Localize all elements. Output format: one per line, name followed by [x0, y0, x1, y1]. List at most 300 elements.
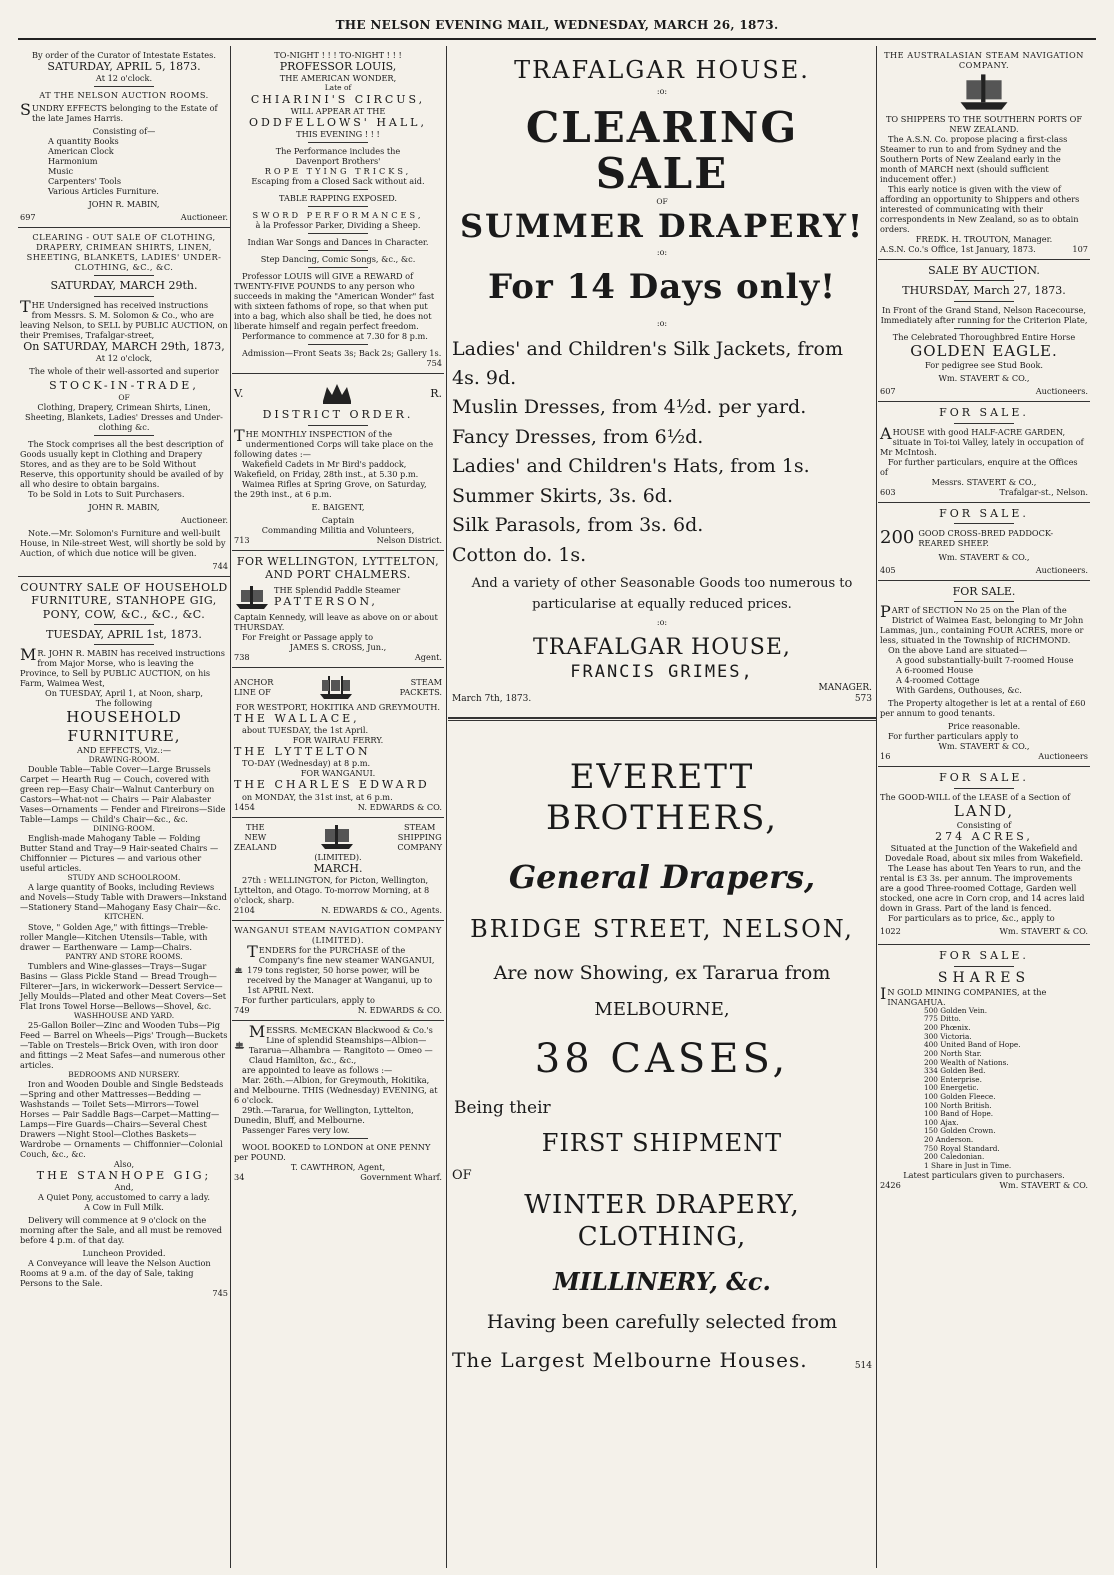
- ad-patterson-steamer: [232, 551, 444, 668]
- ad-body: Delivery will commence at 9 o'clock on the morning after the Sale, and all must be removed before 4 p.m. of that day.: [20, 1215, 223, 1246]
- ad-signature: TRAFALGAR HOUSE,: [533, 635, 791, 661]
- ad-professor-louis: [232, 46, 444, 374]
- ad-signature: E. BAIGENT,: [311, 501, 365, 512]
- section-heading: PANTRY AND STORE ROOMS.: [65, 951, 183, 961]
- ad-line: OF: [656, 197, 668, 207]
- ad-heading: TO SHIPPERS TO THE SOUTHERN PORTS OF NEW ZEALAND.: [885, 114, 1083, 134]
- ad-heading: LAND,: [953, 801, 1015, 820]
- ad-line: MELBOURNE,: [594, 999, 730, 1021]
- crown-icon: [319, 378, 355, 408]
- ad-body: Professor LOUIS will GIVE a REWARD of TWENTY-FIVE POUNDS to any person who succeeds in making the "American Wonder" fast with sixteen fathoms of rope, so that when put into a bag, which also shall be tied, he does not liberate himself and regain perfect freedom.: [234, 271, 435, 332]
- section-text: Stove, " Golden Age," with fittings—Treble-roller Mangle—Kitchen Utensils—Table, with drawer — Earthenware — Lamp—Chairs.: [20, 921, 208, 952]
- ad-for-sale-sheep: [878, 503, 1090, 581]
- list-item: A good substantially-built 7-roomed House: [896, 655, 1074, 666]
- ad-line: TABLE RAPPING EXPOSED.: [278, 193, 398, 204]
- list-item: 100 Ajax.: [924, 1117, 959, 1127]
- ad-for-sale-lease: [878, 767, 1090, 945]
- ad-line: à la Professor Parker, Dividing a Sheep.: [255, 220, 421, 231]
- ad-line: The whole of their well-assorted and superior: [29, 366, 219, 377]
- item-list: [880, 1007, 1088, 1171]
- ad-line: The following: [95, 698, 153, 709]
- ad-signature: Wm. STAVERT & CO.: [999, 926, 1088, 937]
- column-3: [448, 46, 876, 1568]
- ad-heading: FIRST SHIPMENT: [541, 1128, 783, 1157]
- ad-signature: T. CAWTHRON, Agent,: [290, 1162, 386, 1173]
- divider: [954, 301, 1014, 302]
- item-list: [880, 655, 1088, 695]
- ad-heading: General Drapers,: [508, 857, 816, 896]
- ad-heading: CLEARING SALE: [525, 103, 799, 199]
- ad-line: Step Dancing, Comic Songs, &c., &c.: [260, 254, 416, 265]
- ad-line: WOOL BOOKED to LONDON at ONE PENNY per POUND.: [234, 1142, 431, 1163]
- ad-title: WANGANUI STEAM NAVIGATION COMPANY (LIMITED).: [234, 925, 442, 946]
- ad-role: Agent.: [414, 651, 442, 662]
- ad-date: THURSDAY, March 27, 1873.: [902, 284, 1066, 298]
- ad-line: V.: [234, 386, 244, 400]
- steamship-icon: [954, 70, 1014, 114]
- ad-sale-by-auction: [878, 260, 1090, 402]
- ad-line: Captain: [321, 514, 355, 525]
- ad-line: OF: [452, 1168, 472, 1184]
- list-item: 100 Golden Fleece.: [924, 1091, 996, 1101]
- ad-number: 744: [212, 560, 228, 571]
- list-item: Various Articles Furniture.: [48, 186, 159, 197]
- ad-title: FOR WELLINGTON, LYTTELTON, AND PORT CHALMERS.: [236, 554, 440, 582]
- ad-line: A Quiet Pony, accustomed to carry a lady.: [38, 1192, 210, 1203]
- ad-role: Auctioneer.: [180, 514, 228, 525]
- ad-signature: JOHN R. MABIN,: [88, 501, 160, 512]
- ad-clearing-out-sale: [18, 228, 230, 576]
- ad-signature: N. EDWARDS & CO., Agents.: [321, 905, 442, 916]
- ad-line: FOR WANGANUI.: [300, 768, 376, 779]
- ad-title: EVERETT BROTHERS,: [545, 756, 779, 839]
- ad-body: Captain Kennedy, will leave as above on or about THURSDAY.: [234, 611, 438, 632]
- ad-signature: Wm. STAVERT & CO.: [999, 1180, 1088, 1191]
- ad-number: 745: [212, 1288, 228, 1299]
- ad-body: GOOD CROSS-BRED PADDOCK-REARED SHEEP.: [918, 527, 1054, 548]
- ad-line: By order of the Curator of Intestate Estates.: [32, 50, 216, 60]
- divider: [954, 788, 1014, 789]
- column-divider: [876, 46, 877, 1568]
- ad-line: Admission—Front Seats 3s; Back 2s; Gallery 1s.: [242, 348, 442, 359]
- section-text: English-made Mahogany Table — Folding Butter Stand and Tray—9 Hair-seated Chairs — Chiffonnier — Pictures — and various other useful articles.: [20, 833, 219, 874]
- ad-heading: PATTERSON,: [274, 594, 378, 608]
- ad-line: on MONDAY, the 31st inst, at 6 p.m.: [242, 791, 393, 802]
- ad-heading: ROPE TYING TRICKS,: [264, 166, 412, 177]
- ad-number: 754: [426, 358, 442, 369]
- ad-line: ANCHOR: [234, 676, 274, 687]
- ad-line: Situated at the Junction of the Wakefield and Dovedale Road, about six miles from Wakefield.: [885, 843, 1083, 864]
- section-heading: STUDY AND SCHOOLROOM.: [67, 873, 181, 883]
- ad-line: Immediately after running for the Criterion Plate,: [880, 314, 1088, 325]
- ad-body: The A.S.N. Co. propose placing a first-class Steamer to run to and from Sydney and the Southern Ports of New Zealand early in the month of MARCH next (should sufficient inducement offer.): [880, 134, 1068, 184]
- ad-intestate-estates: [18, 46, 230, 228]
- ad-line: To be Sold in Lots to Suit Purchasers.: [28, 488, 185, 499]
- ad-role: Auctioneer.: [180, 212, 228, 223]
- ad-line: FOR WAIRAU FERRY.: [292, 734, 384, 745]
- list-item: 500 Golden Vein.: [924, 1005, 988, 1015]
- ad-line: A Cow in Full Milk.: [84, 1202, 164, 1213]
- list-item: 100 North British.: [924, 1100, 992, 1110]
- ad-date: TUESDAY, APRIL 1st, 1873.: [46, 627, 202, 641]
- ad-line: For Freight or Passage apply to: [242, 631, 374, 642]
- ad-line: WILL APPEAR AT THE: [290, 105, 386, 116]
- section-heading: DRAWING-ROOM.: [88, 754, 160, 764]
- ad-line: On SATURDAY, MARCH 29th, 1873,: [23, 339, 225, 353]
- ad-number: 1022: [880, 926, 901, 937]
- divider: [308, 206, 368, 207]
- ad-mcmeckan-blackwood: [232, 1021, 444, 1187]
- ad-line: STEAM: [410, 676, 442, 687]
- ad-line: Latest particulars given to purchasers.: [903, 1170, 1065, 1181]
- ad-line: Being their: [454, 1098, 551, 1119]
- ad-number: 607: [880, 386, 896, 397]
- ad-body: THE MONTHLY INSPECTION of the undermentioned Corps will take place on the following dates :—: [234, 425, 434, 459]
- divider: [308, 189, 368, 190]
- ad-role: Auctioneers.: [1035, 564, 1088, 575]
- ad-line: And,: [114, 1182, 134, 1193]
- ad-number: 34: [234, 1172, 245, 1183]
- ad-number: 738: [234, 651, 250, 662]
- ad-number: 2104: [234, 905, 255, 916]
- ad-line: On TUESDAY, April 1, at Noon, sharp,: [45, 688, 203, 699]
- ad-line: On the above Land are situated—: [888, 645, 1028, 656]
- ad-signature: N. EDWARDS & CO.: [357, 1005, 442, 1016]
- divider: [954, 423, 1014, 424]
- ad-signature: JAMES S. CROSS, Jun.,: [289, 641, 387, 652]
- ad-line: TO-DAY (Wednesday) at 8 p.m.: [242, 758, 371, 769]
- divider: [94, 275, 154, 276]
- list-item: Harmonium: [48, 156, 98, 167]
- list-item: Cotton do. 1s.: [452, 543, 587, 566]
- list-item: 200 Wealth of Nations.: [924, 1057, 1009, 1067]
- ad-line: Luncheon Provided.: [82, 1248, 166, 1259]
- ad-signature: FRANCIS GRIMES,: [570, 662, 754, 683]
- ad-line: For further particulars apply to: [888, 731, 1019, 742]
- section-text: Double Table—Table Cover—Large Brussels Carpet — Hearth Rug — Couch, covered with green rep—Easy Chair—Walnut Canterbury on Castors—What-not — Chairs — Pair Alabaster Vases—Ornaments — Fender and Fireirons—Side Table—Lamps — Child's Chair—&c., &c.: [20, 764, 226, 825]
- divider: [954, 523, 1014, 524]
- ad-number: 749: [234, 1005, 250, 1016]
- ad-line: AND EFFECTS, Viz.:—: [76, 744, 172, 755]
- ad-line: For pedigree see Stud Book.: [924, 360, 1044, 371]
- ad-line: THE AMERICAN WONDER,: [279, 73, 397, 84]
- ad-line: Price reasonable.: [947, 721, 1021, 732]
- ad-line: AT THE NELSON AUCTION ROOMS.: [39, 90, 209, 101]
- list-item: Summer Skirts, 3s. 6d.: [452, 484, 674, 507]
- ad-line: Commanding Militia and Volunteers,: [261, 524, 415, 535]
- ad-number: 16: [880, 751, 891, 762]
- list-item: 200 Phœnix.: [924, 1023, 971, 1033]
- column-2: [232, 46, 444, 1568]
- list-item: 200 Caledonian.: [924, 1152, 985, 1162]
- ad-signature: N. EDWARDS & CO.: [357, 801, 442, 812]
- divider: [308, 344, 368, 345]
- ad-line: Escaping from a Closed Sack without aid.: [251, 176, 425, 187]
- ad-signature: Messrs. STAVERT & CO.,: [931, 476, 1037, 487]
- list-item: 1 Share in Just in Time.: [924, 1160, 1012, 1170]
- ad-number: 405: [880, 564, 896, 575]
- ad-line: NEW: [244, 831, 267, 842]
- ad-number: 697: [20, 212, 36, 223]
- ad-title: TRAFALGAR HOUSE.: [514, 56, 810, 84]
- ad-line: THE: [246, 821, 265, 832]
- ad-quantity: 200: [880, 526, 915, 548]
- ad-signature: Wm. STAVERT & CO.,: [938, 551, 1030, 562]
- list-item: A 4-roomed Cottage: [896, 675, 980, 686]
- ad-body: PART of SECTION No 25 on the Plan of the District of Waimea East, belonging to Mr John Lammas, jun., containing FOUR ACRES, more or less, situated in the Township of RICHMOND.: [880, 602, 1084, 646]
- ad-line: Wakefield Cadets in Mr Bird's paddock, Wakefield, on Friday, 28th inst., at 5.30 p.m.: [234, 458, 419, 479]
- divider: :o:: [656, 318, 668, 328]
- divider: [94, 624, 154, 625]
- ad-line: The Celebrated Thoroughbred Entire Horse: [892, 331, 1076, 342]
- ad-note: Note.—Mr. Solomon's Furniture and well-built House, in Nile-street West, will shortly be sold by Auction, of which due notice will be given.: [20, 527, 226, 558]
- list-item: Carpenters' Tools: [48, 176, 122, 187]
- ad-line: The GOOD-WILL of the LEASE of a Section of: [880, 791, 1071, 802]
- ad-line: THIS EVENING ! ! !: [296, 129, 380, 140]
- list-item: American Clock: [48, 146, 114, 157]
- list-item: 100 Band of Hope.: [924, 1109, 994, 1119]
- section-text: A large quantity of Books, including Reviews and Novels—Study Table with Drawers—Inkstand—Stationery Stand—Mahogany Easy Chair—&c.: [20, 882, 227, 913]
- ad-heading: The Largest Melbourne Houses.: [452, 1347, 808, 1372]
- divider: :o:: [656, 617, 668, 627]
- steamship-icon: [234, 955, 243, 985]
- ad-line: are appointed to leave as follows :—: [242, 1065, 393, 1076]
- column-divider: [230, 46, 231, 1568]
- ad-heading: THE WALLACE,: [234, 711, 360, 725]
- ad-title: THE AUSTRALASIAN STEAM NAVIGATION COMPANY.: [884, 50, 1084, 70]
- section-heading: KITCHEN.: [104, 912, 144, 922]
- list-item: 100 Energetic.: [924, 1083, 979, 1093]
- list-item: Ladies' and Children's Hats, from 1s.: [452, 455, 810, 478]
- ad-line: Also,: [113, 1158, 135, 1169]
- ad-signature: FREDK. H. TROUTON, Manager.: [915, 234, 1053, 244]
- ad-line: FOR WESTPORT, HOKITIKA AND GREYMOUTH.: [235, 701, 441, 712]
- ad-heading: MILLINERY, &c.: [553, 1267, 771, 1297]
- ad-country-sale: [18, 577, 230, 1304]
- ad-title: PROFESSOR LOUIS,: [279, 60, 397, 73]
- ad-date: SATURDAY, MARCH 29th.: [50, 279, 198, 293]
- ad-anchor-line: [232, 668, 444, 818]
- ad-heading: SUMMER DRAPERY!: [459, 206, 865, 245]
- ad-body: And a variety of other Seasonable Goods too numerous to particularise at equally reduced prices.: [471, 576, 853, 612]
- ad-line: LINE OF: [234, 686, 271, 697]
- ad-body: THE Splendid Paddle Steamer: [274, 584, 401, 595]
- ad-heading: THE CHARLES EDWARD: [234, 778, 430, 792]
- list-item: With Gardens, Outhouses, &c.: [896, 685, 1022, 696]
- ad-signature: Wm. STAVERT & CO.,: [938, 373, 1030, 384]
- list-item: 775 Ditto.: [924, 1014, 961, 1024]
- divider: [308, 1138, 368, 1139]
- ad-line: At 12 o'clock.: [95, 73, 153, 84]
- ad-for-sale-shares: [878, 945, 1090, 1195]
- ad-line: OF: [118, 392, 130, 402]
- list-item: Silk Parasols, from 3s. 6d.: [452, 514, 704, 537]
- ad-line: COMPANY: [397, 841, 442, 852]
- section-heading: BEDROOMS AND NURSERY.: [68, 1069, 180, 1079]
- ad-line: At 12 o'clock,: [95, 353, 153, 364]
- ad-everett-brothers: [448, 725, 876, 1380]
- list-item: Ladies' and Children's Silk Jackets, from 4s. 9d.: [452, 337, 843, 389]
- divider: [954, 601, 1014, 602]
- section-heading: DINING-ROOM.: [93, 824, 155, 834]
- divider: :o:: [656, 247, 668, 257]
- divider: [308, 142, 368, 143]
- ad-for-sale-land-richmond: [878, 581, 1090, 767]
- ad-heading: WINTER DRAPERY, CLOTHING,: [524, 1189, 800, 1252]
- column-divider: [446, 46, 447, 1568]
- ad-heading: THE STANHOPE GIG;: [36, 1168, 212, 1182]
- ad-line: Consisting of: [956, 819, 1012, 830]
- ad-body: The Lease has about Ten Years to run, and the rental is £3 3s. per annum. The improvements are a good Three-roomed Cottage, Garden well stocked, one acre in Corn crop, and 14 acres laid down in Grass. Part of the land is fenced.: [880, 863, 1085, 914]
- ad-line: Waimea Rifles at Spring Grove, on Saturday, the 29th inst., at 6 p.m.: [234, 478, 427, 499]
- ad-line: PACKETS.: [399, 686, 442, 697]
- list-item: 150 Golden Crown.: [924, 1126, 996, 1136]
- ad-body: The Property altogether is let at a rental of £60 per annum to good tenants.: [880, 698, 1086, 719]
- ad-role: MANAGER.: [818, 682, 872, 693]
- ad-australasian-steam: [878, 46, 1090, 260]
- ad-line: For further particulars, enquire at the Offices of: [880, 456, 1078, 477]
- ad-body: SUNDRY EFFECTS belonging to the Estate of the late James Harris.: [20, 100, 218, 124]
- ad-title: DISTRICT ORDER.: [262, 408, 414, 422]
- ad-line: A.S.N. Co.'s Office, 1st January, 1873.: [880, 244, 1036, 254]
- ad-signature: Wm. STAVERT & CO.,: [938, 741, 1030, 752]
- ad-line: The Performance includes the: [275, 146, 401, 157]
- list-item: 300 Victoria.: [924, 1031, 972, 1041]
- ad-title: FOR SALE.: [952, 584, 1016, 598]
- ad-line: In Front of the Grand Stand, Nelson Racecourse,: [882, 304, 1086, 315]
- ad-number: 2426: [880, 1180, 901, 1191]
- ad-heading: SHARES: [937, 969, 1031, 986]
- ad-heading: HOUSEHOLD FURNITURE,: [66, 708, 182, 745]
- ad-number: 573: [854, 693, 872, 704]
- masthead: THE NELSON EVENING MAIL, WEDNESDAY, MARCH 26, 1873.: [335, 18, 779, 32]
- list-item: Muslin Dresses, from 4½d. per yard.: [452, 396, 807, 419]
- ad-title: FOR SALE.: [939, 406, 1029, 420]
- list-item: 200 Enterprise.: [924, 1074, 982, 1084]
- divider: [94, 435, 154, 436]
- ad-heading: STOCK-IN-TRADE,: [49, 379, 199, 393]
- divider: [308, 425, 368, 426]
- list-item: Music: [48, 166, 74, 177]
- ad-role: Auctioneers.: [1035, 386, 1088, 397]
- ad-body: The Stock comprises all the best description of Goods usually kept in Clothing and Drapery Stores, and as they are to be Sold Without Reserve, this opportunity should be availed of by all who desire to obtain bargains.: [20, 438, 224, 489]
- ad-trafalgar-house: [448, 46, 876, 718]
- ad-heading: THE LYTTELTON: [234, 744, 371, 758]
- steamship-icon: [319, 822, 355, 852]
- ad-line: Clothing, Drapery, Crimean Shirts, Linen, Sheeting, Blankets, Ladies' Dresses and Under-clothing &c.: [25, 401, 223, 432]
- ad-line: 29th.—Tararua, for Wellington, Lyttelton, Dunedin, Bluff, and Melbourne.: [234, 1105, 414, 1126]
- ad-line: Are now Showing, ex Tararua from: [493, 962, 831, 985]
- ad-number: 107: [1072, 244, 1088, 254]
- ad-line: STEAM: [404, 821, 436, 832]
- ad-heading: SWORD PERFORMANCES,: [252, 210, 424, 221]
- ad-body: This early notice is given with the view of affording an opportunity to Shippers and others interested of communicating with their correspondents in New Zealand, so as to obtain orders.: [880, 184, 1080, 234]
- divider: [954, 966, 1014, 967]
- ad-line: (LIMITED).: [314, 851, 362, 862]
- ad-number: 603: [880, 486, 896, 497]
- ad-title: CLEARING - OUT SALE OF CLOTHING, DRAPERY, CRIMEAN SHIRTS, LINEN, SHEETING, BLANKETS, LADIES' UNDER-CLOTHING, &C., &C.: [26, 232, 222, 273]
- section-text: Tumblers and Wine-glasses—Trays—Sugar Basins — Glass Pickle Stand — Bread Trough—Filterer—Jars, in wickerwork—Dessert Service—Jelly Moulds—Plated and other Meat Covers—Set Flat Irons Towel Horse—Bellows—Shovel, &c.: [20, 960, 226, 1011]
- ad-line: For further particulars, apply to: [242, 995, 375, 1006]
- ad-heading: ODDFELLOWS' HALL,: [249, 115, 427, 129]
- list-item: A quantity Books: [48, 136, 119, 147]
- ad-heading: For 14 Days only!: [487, 267, 837, 308]
- ad-title: FOR SALE.: [939, 949, 1029, 963]
- ad-body: MESSRS. McMECKAN Blackwood & Co.'s Line of splendid Steamships—Albion—Tararua—Alhambra — Rangitoto — Omeo — Claud Hamilton, &c., &c.,: [248, 1022, 433, 1066]
- section-text: Iron and Wooden Double and Single Bedsteads—Spring and other Mattresses—Bedding — Washstands — Toilet Sets—Mirrors—Towel Horses — Pair Saddle Bags—Carpet—Matting—Lamps—Fire Guards—Chairs—Several Chest Drawers —Night Stool—Clothes Baskets—Wardrobe — Ornaments — Chiffonnier—Colonial Couch, &c., &c.: [20, 1078, 224, 1159]
- divider: [308, 267, 368, 268]
- ad-heading: 38 CASES,: [534, 1036, 790, 1083]
- list-item: 200 North Star.: [924, 1048, 982, 1058]
- steamship-icon: [318, 672, 354, 702]
- list-item: A 6-roomed House: [896, 665, 974, 676]
- ad-line: Mar. 26th.—Albion, for Greymouth, Hokitika, and Melbourne. THIS (Wednesday) EVENING, at 6 o'clock.: [234, 1075, 438, 1106]
- ad-heading: CHIARINI'S CIRCUS,: [250, 92, 426, 106]
- divider: [308, 233, 368, 234]
- ad-line: Consisting of—: [92, 126, 156, 137]
- ad-body: 27th : WELLINGTON, for Picton, Wellington, Lyttelton, and Otago. To-morrow Morning, at 8 o'clock, sharp.: [234, 875, 430, 906]
- ad-title: SALE BY AUCTION.: [928, 264, 1040, 277]
- divider: :o:: [656, 87, 668, 97]
- item-list: [452, 335, 872, 571]
- ad-line: R.: [430, 386, 442, 400]
- list-item: 400 United Band of Hope.: [924, 1040, 1021, 1050]
- divider: [954, 328, 1014, 329]
- ad-body: IN GOLD MINING COMPANIES, at the INANGAHUA.: [880, 983, 1047, 1007]
- item-list: [20, 136, 228, 196]
- ad-district-order: [232, 374, 444, 550]
- ad-body: TENDERS for the PURCHASE of the Company's fine new steamer WANGANUI, 179 tons register, 50 horse power, will be received by the Manager at Wanganui, up to 1st APRIL Next.: [247, 942, 435, 996]
- ad-date: March 7th, 1873.: [452, 693, 532, 704]
- ad-body: MR. JOHN R. MABIN has received instructions from Major Morse, who is leaving the Province, to Sell by PUBLIC AUCTION, on his Farm, Waimea West,: [20, 645, 225, 689]
- list-item: Fancy Dresses, from 6½d.: [452, 425, 704, 448]
- ad-number: 713: [234, 534, 250, 545]
- ad-body: A Conveyance will leave the Nelson Auction Rooms at 9 a.m. of the day of Sale, taking Persons to the Sale.: [20, 1258, 211, 1289]
- ad-line: Passenger Fares very low.: [242, 1125, 350, 1136]
- ad-body: AHOUSE with good HALF-ACRE GARDEN, situate in Toi-toi Valley, lately in occupation of Mr McIntosh.: [880, 423, 1084, 457]
- column-4: [878, 46, 1090, 1568]
- ad-line: Having been carefully selected from: [486, 1310, 838, 1333]
- ad-heading: MARCH.: [313, 861, 363, 875]
- ad-header: TO-NIGHT ! ! ! TO-NIGHT ! ! !: [274, 50, 402, 60]
- ad-line: For particulars as to price, &c., apply to: [888, 913, 1055, 924]
- ad-nz-steam-shipping: [232, 818, 444, 921]
- section-heading: WASHHOUSE AND YARD.: [73, 1010, 175, 1020]
- ad-body: THE Undersigned has received instructions from Messrs. S. M. Solomon & Co., who are leaving Nelson, to SELL by PUBLIC AUCTION, on their Premises, Trafalgar-street,: [20, 296, 228, 340]
- ad-line: Nelson District.: [376, 534, 442, 545]
- ad-line: SHIPPING: [397, 831, 442, 842]
- ad-line: Government Wharf.: [360, 1172, 442, 1183]
- ad-line: ZEALAND: [234, 841, 277, 852]
- divider: [94, 86, 154, 87]
- list-item: 750 Royal Standard.: [924, 1143, 1000, 1153]
- divider: [94, 296, 154, 297]
- ad-signature: JOHN R. MABIN,: [88, 199, 160, 210]
- steamship-icon: [234, 582, 270, 612]
- steamship-icon: [234, 1030, 245, 1060]
- ad-title: FOR SALE.: [939, 506, 1029, 520]
- ad-title: FOR SALE.: [939, 771, 1029, 785]
- divider: [954, 280, 1014, 281]
- ad-line: Davenport Brothers': [295, 156, 381, 167]
- column-1: [18, 46, 230, 1568]
- ad-for-sale-house: [878, 402, 1090, 502]
- ad-heading: GOLDEN EAGLE.: [910, 341, 1058, 360]
- divider: [94, 644, 154, 645]
- section-text: 25-Gallon Boiler—Zinc and Wooden Tubs—Pig Feed — Barrel on Wheels—Pigs' Trough—Buckets—Table on Trestels—Brick Oven, with iron door and fittings —2 Meat Safes—and numerous other articles.: [20, 1019, 228, 1070]
- ad-heading: BRIDGE STREET, NELSON,: [470, 914, 854, 943]
- divider: [308, 250, 368, 251]
